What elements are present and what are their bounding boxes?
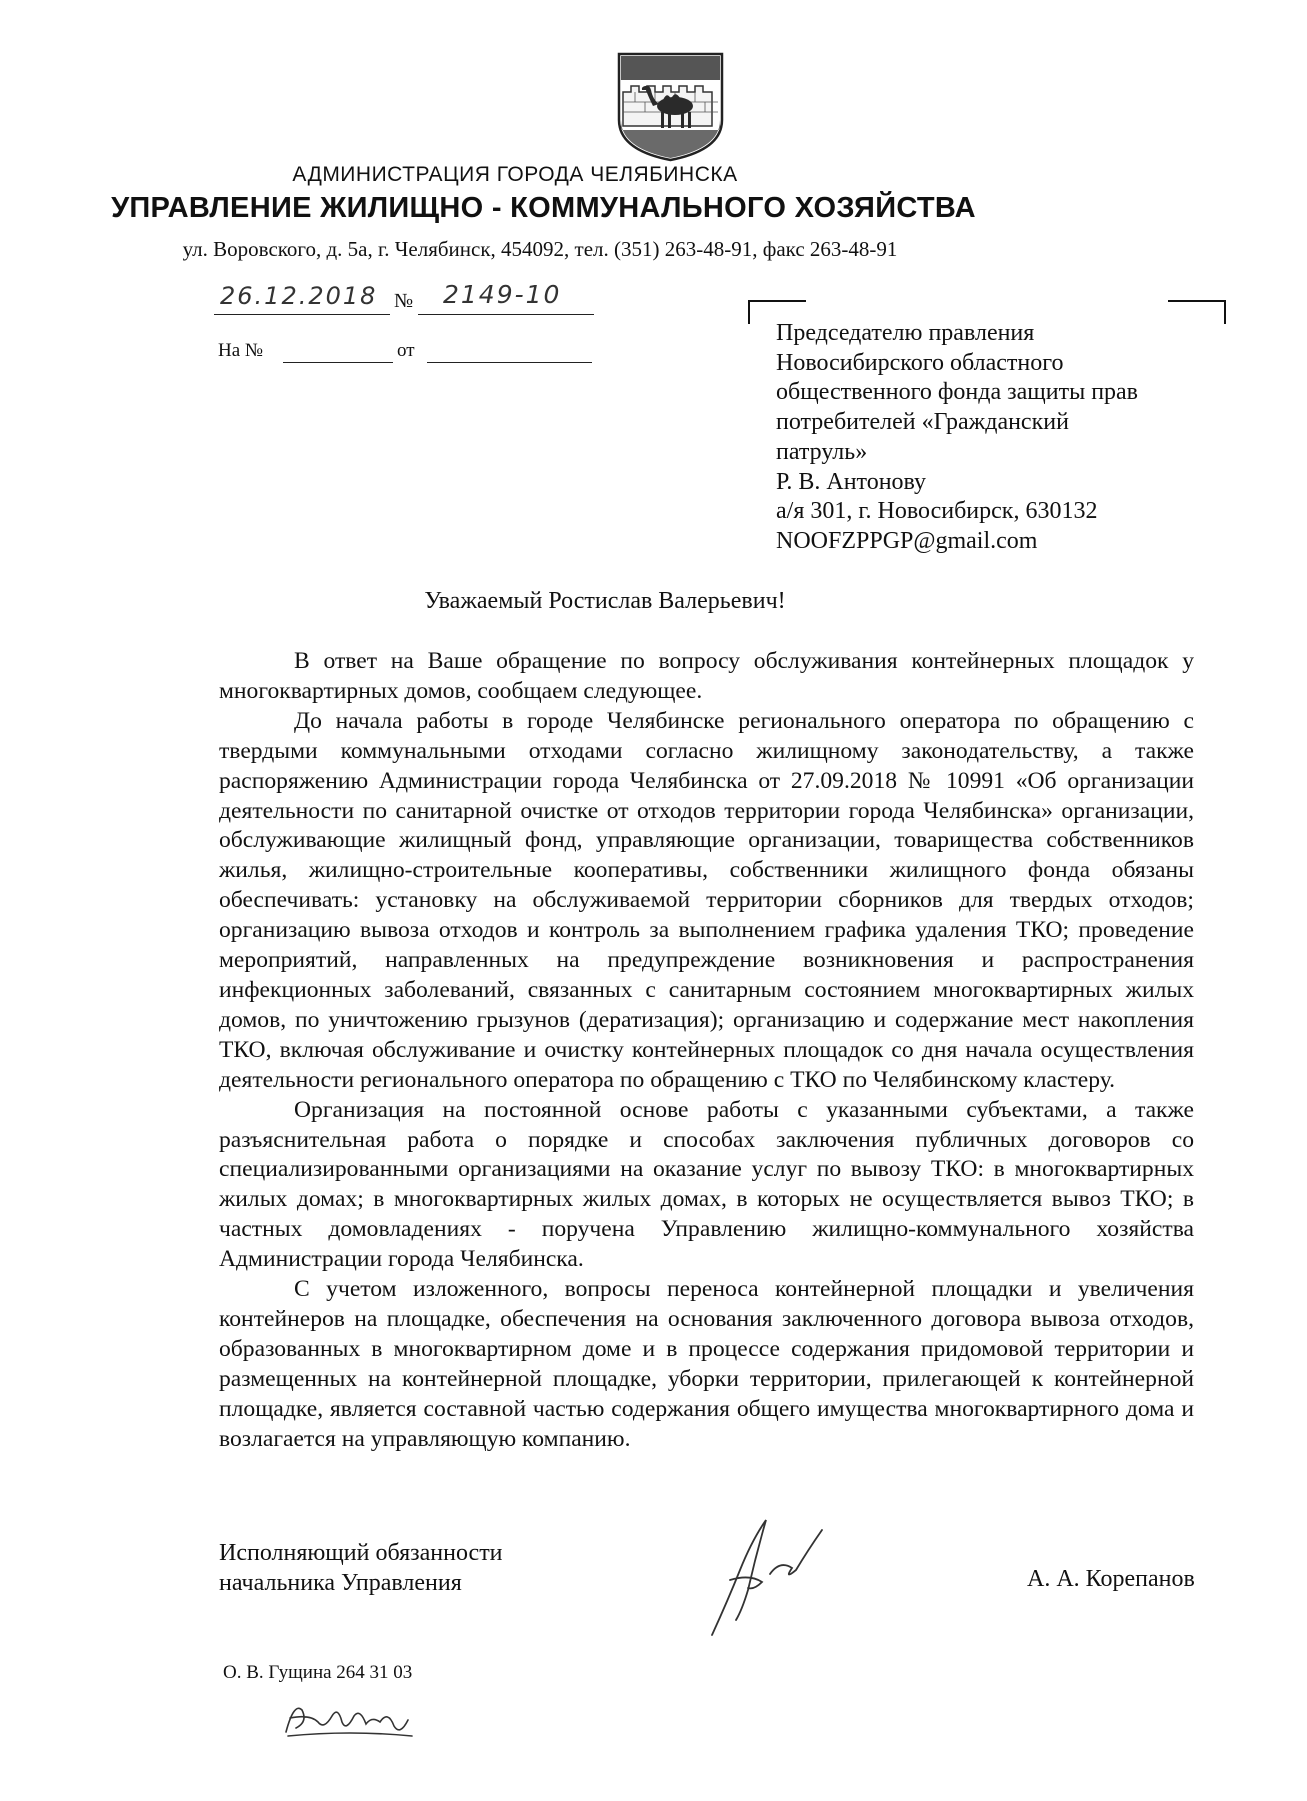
signatory-title-line: Исполняющий обязанности xyxy=(219,1540,503,1566)
department-address: ул. Воровского, д. 5а, г. Челябинск, 454092, тел. (351) 263-48-91, факс 263-48-91 xyxy=(182,237,898,261)
reference-from-label: от xyxy=(397,340,415,361)
letter-salutation: Уважаемый Ростислав Валерьевич! xyxy=(424,588,786,614)
recipient-postal-address: а/я 301, г. Новосибирск, 630132 xyxy=(776,498,1098,525)
letter-paragraph: До начала работы в городе Челябинске регионального оператора по обращению с твердыми коммунальными отходами согласно жилищному законодательству, а также распоряжению Администрации города Челябинска от 27.09.2018 № 10991 «Об организации деятельности по санитарной очистке от отходов территории города Челябинска» организации, обслуживающие жилищный фонд, управляющие организации, товарищества собственников жилья, жилищно-строительные кооперативы, собственники жилищного фонда обязаны обеспечивать: установку на обслуживаемой территории сборников для твердых отходов; организацию вывоза отходов и контроль за выполнением графика удаления ТКО; проведение мероприятий, направленных на предупреждение возникновения и распространения инфекционных заболеваний, связанных с санитарным состоянием многоквартирных жилых домов, по уничтожению грызунов (дератизация); организацию и содержание мест накопления ТКО, включая обслуживание и очистку контейнерных площадок со дня начала осуществления деятельности регионального оператора по обращению с ТКО по Челябинскому кластеру. xyxy=(219,707,1194,1093)
letter-body xyxy=(219,647,1194,1454)
recipient-name: Р. В. Антонову xyxy=(776,468,927,495)
executor-contact: О. В. Гущина 264 31 03 xyxy=(223,1662,413,1683)
reference-label: На № xyxy=(218,340,264,361)
registration-number: 2149-10 xyxy=(443,280,562,309)
signatory-title-line: начальника Управления xyxy=(219,1570,462,1596)
administration-name: АДМИНИСТРАЦИЯ ГОРОДА ЧЕЛЯБИНСКА xyxy=(292,163,738,186)
signatory-title xyxy=(219,1538,503,1598)
signatory-name: А. А. Корепанов xyxy=(1027,1566,1195,1592)
handwritten-signature xyxy=(700,1510,850,1640)
coat-of-arms-emblem xyxy=(615,50,726,162)
recipient-line: общественного фонда защиты прав xyxy=(776,379,1139,406)
letter-paragraph: С учетом изложенного, вопросы переноса контейнерной площадки и увеличения контейнеров на площадке, обеспечения на основания заключенного договора вывоза отходов, образованных в многоквартирном доме и в процессе содержания придомовой территории и размещенных на контейнерной площадке, уборки территории, прилегающей к контейнерной площадке, является составной частью содержания общего имущества многоквартирного дома и возлагается на управляющую компанию. xyxy=(219,1276,1194,1452)
letter-paragraph: Организация на постоянной основе работы с указанными субъектами, а также разъяснительная работа о порядке и способах заключения публичных договоров со специализированными организациями на оказание услуг по вывозу ТКО: в многоквартирных жилых домах; в многоквартирных жилых домах, в которых не осуществляется вывоз ТКО; в частных домовладениях - поручена Управлению жилищно-коммунального хозяйства Администрации города Челябинска. xyxy=(219,1096,1194,1273)
recipient-email: NOOFZPPGP@gmail.com xyxy=(776,527,1038,554)
recipient-line: потребителей «Гражданский xyxy=(776,409,1069,436)
recipient-line: Новосибирского областного xyxy=(776,349,1064,376)
registration-number-label: № xyxy=(394,290,414,312)
recipient-corner-right xyxy=(1168,300,1226,324)
recipient-line: патруль» xyxy=(776,438,868,465)
letter-paragraph: В ответ на Ваше обращение по вопросу обслуживания контейнерных площадок у многоквартирных домов, сообщаем следующее. xyxy=(219,648,1194,704)
recipient-line: Председателю правления xyxy=(776,320,1035,346)
date-underline xyxy=(214,314,390,315)
registration-date: 26.12.2018 xyxy=(220,282,378,310)
recipient-block xyxy=(776,319,1138,557)
executor-handwritten-initials xyxy=(280,1692,430,1742)
department-name: УПРАВЛЕНИЕ ЖИЛИЩНО - КОММУНАЛЬНОГО ХОЗЯЙСТВА xyxy=(111,192,976,224)
reference-number-underline xyxy=(283,362,393,363)
number-underline xyxy=(418,314,594,315)
reference-date-underline xyxy=(427,362,592,363)
